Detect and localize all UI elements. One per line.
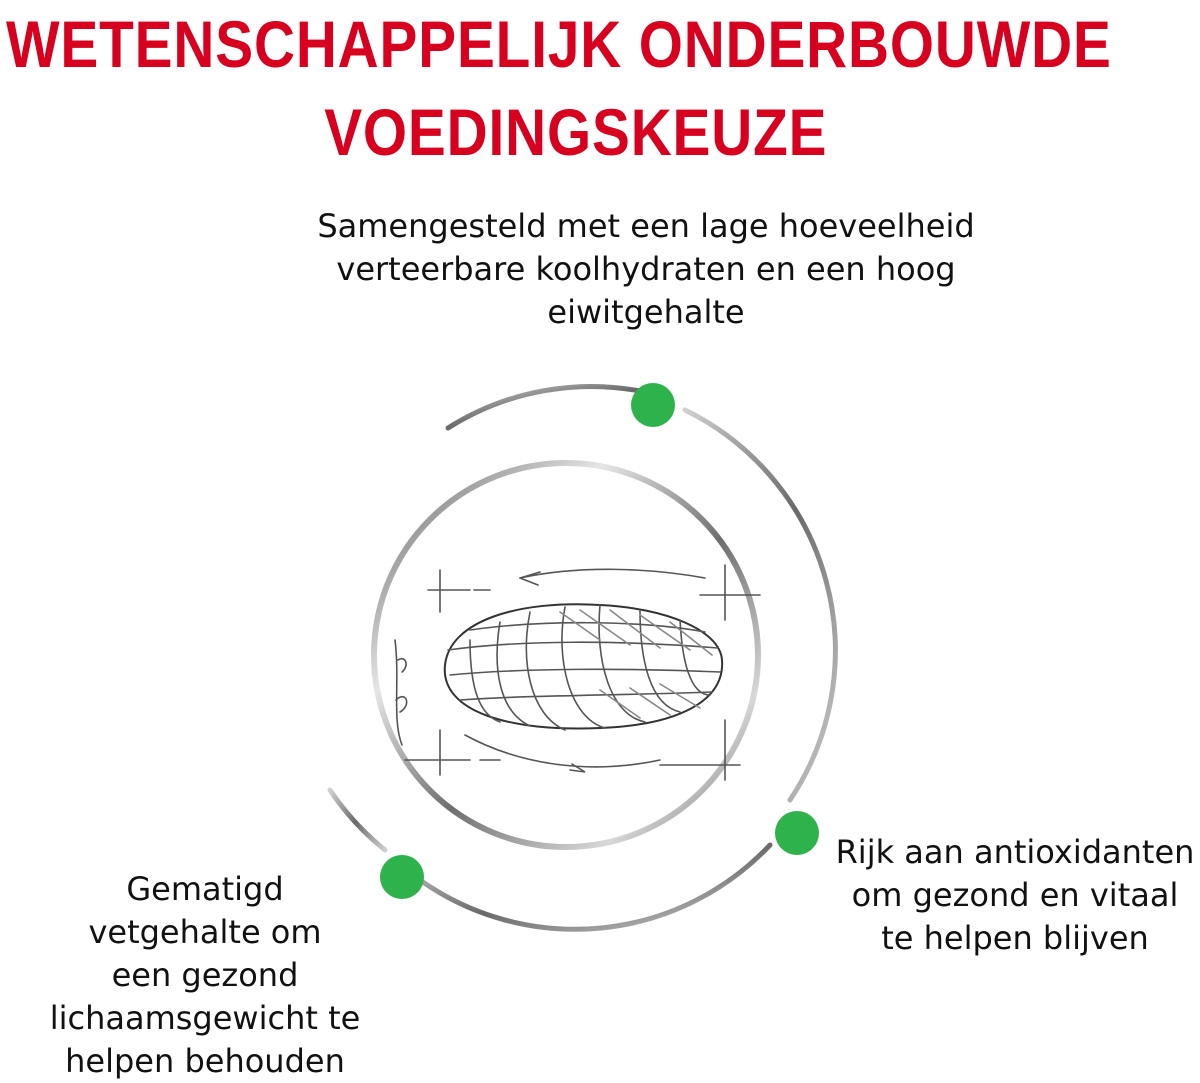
- outer-ring-arc-bottom: [420, 845, 770, 929]
- feature-line: verteerbare koolhydraten en een hoog: [336, 250, 956, 288]
- feature-line: eiwitgehalte: [547, 293, 745, 331]
- green-dot-icon: [631, 383, 675, 427]
- kibble-sketch-icon: [395, 565, 760, 780]
- feature-line: een gezond: [111, 956, 299, 994]
- feature-line: lichaamsgewicht te: [49, 999, 361, 1037]
- feature-line: Gematigd: [126, 870, 284, 908]
- feature-line: helpen behouden: [65, 1042, 345, 1080]
- page-title-line-1: WETENSCHAPPELIJK ONDERBOUWDE: [6, 7, 1112, 81]
- feature-line: vetgehalte om: [88, 913, 322, 951]
- feature-line: te helpen blijven: [881, 919, 1149, 957]
- outer-ring-arc-left: [330, 790, 385, 850]
- outer-ring-arc-right: [685, 410, 835, 800]
- feature-line: Samengesteld met een lage hoeveelheid: [317, 207, 975, 245]
- green-dot-icon: [775, 811, 819, 855]
- feature-line: Rijk aan antioxidanten: [835, 833, 1195, 871]
- page-title-line-2: VOEDINGSKEUZE: [324, 95, 828, 169]
- inner-ring: [374, 463, 758, 847]
- green-dot-icon: [380, 855, 424, 899]
- outer-ring-arc-top: [448, 386, 650, 428]
- feature-line: om gezond en vitaal: [851, 876, 1179, 914]
